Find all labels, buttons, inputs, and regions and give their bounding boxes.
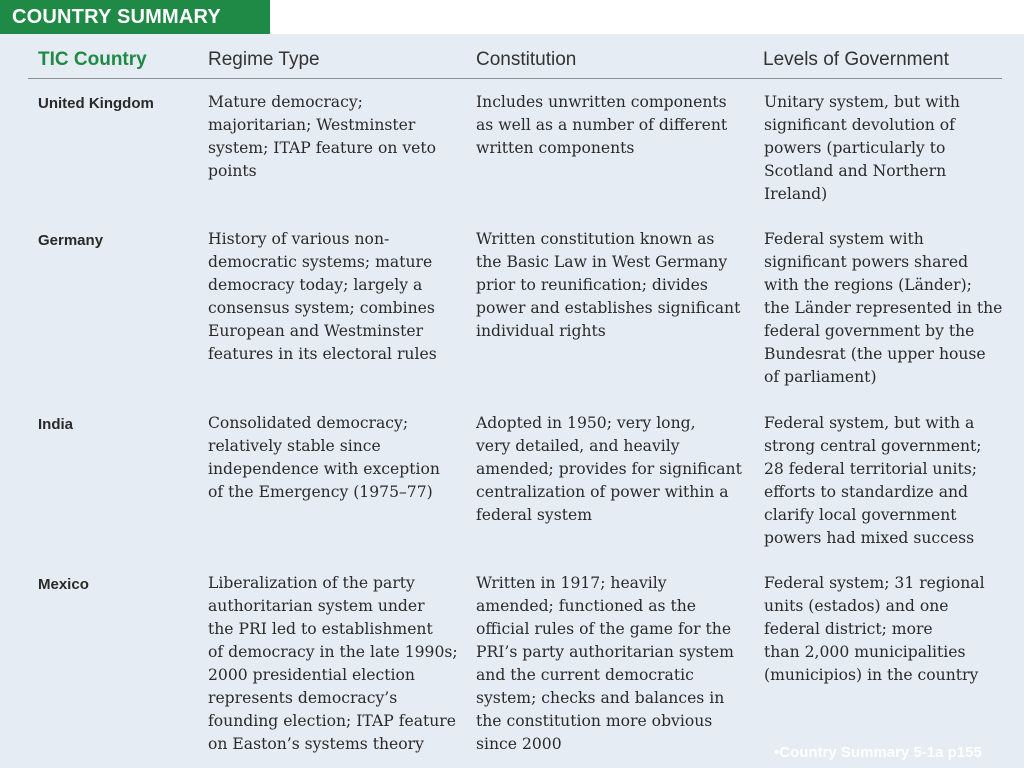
header-constitution: Constitution: [476, 49, 577, 70]
constitution-cell: Written constitution known as the Basic Law in West Germany prior to reunification; divides power and establishes significant individual rights: [476, 230, 741, 340]
country-name: Mexico: [38, 576, 89, 593]
regime-type-cell: Mature democracy; majoritarian; Westminster system; ITAP feature on veto points: [208, 93, 437, 180]
levels-cell: Unitary system, but with significant devolution of powers (particularly to Scotland and Northern Ireland): [764, 93, 960, 203]
levels-cell: Federal system with significant powers shared with the regions (Länder); the Länder represented in the federal government by the Bundesrat (the upper house of parliament): [764, 230, 1003, 386]
section-title: COUNTRY SUMMARY: [0, 0, 270, 34]
table-header: [28, 45, 1002, 79]
source-caption: •Country Summary 5-1a p155: [774, 744, 982, 761]
header-regime-type: Regime Type: [208, 49, 320, 70]
constitution-cell: Includes unwritten components as well as a number of different written components: [476, 93, 728, 157]
regime-type-cell: History of various non- democratic systems; mature democracy today; largely a consensus system; combines European and Westminster features in its electoral rules: [208, 230, 437, 363]
header-country: TIC Country: [38, 49, 147, 70]
constitution-cell: Adopted in 1950; very long, very detailed, and heavily amended; provides for significant centralization of power within a federal system: [476, 414, 742, 524]
levels-cell: Federal system; 31 regional units (estados) and one federal district; more than 2,000 municipalities (municipios) in the country: [764, 574, 985, 684]
header-levels-of-government: Levels of Government: [763, 49, 949, 70]
regime-type-cell: Consolidated democracy; relatively stable since independence with exception of the Emergency (1975–77): [208, 414, 440, 501]
constitution-cell: Written in 1917; heavily amended; functioned as the official rules of the game for the PRI’s party authoritarian system and the current democratic system; checks and balances in the constitution more obvious since 2000: [476, 574, 734, 753]
regime-type-cell: Liberalization of the party authoritarian system under the PRI led to establishment of democracy in the late 1990s; 2000 presidential election represents democracy’s founding election; ITAP feature on Easton’s systems theory: [208, 574, 458, 753]
country-name: United Kingdom: [38, 95, 154, 112]
country-name: Germany: [38, 232, 104, 249]
country-name: India: [38, 416, 74, 433]
levels-cell: Federal system, but with a strong central government; 28 federal territorial units; efforts to standardize and clarify local government powers had mixed success: [764, 414, 982, 547]
